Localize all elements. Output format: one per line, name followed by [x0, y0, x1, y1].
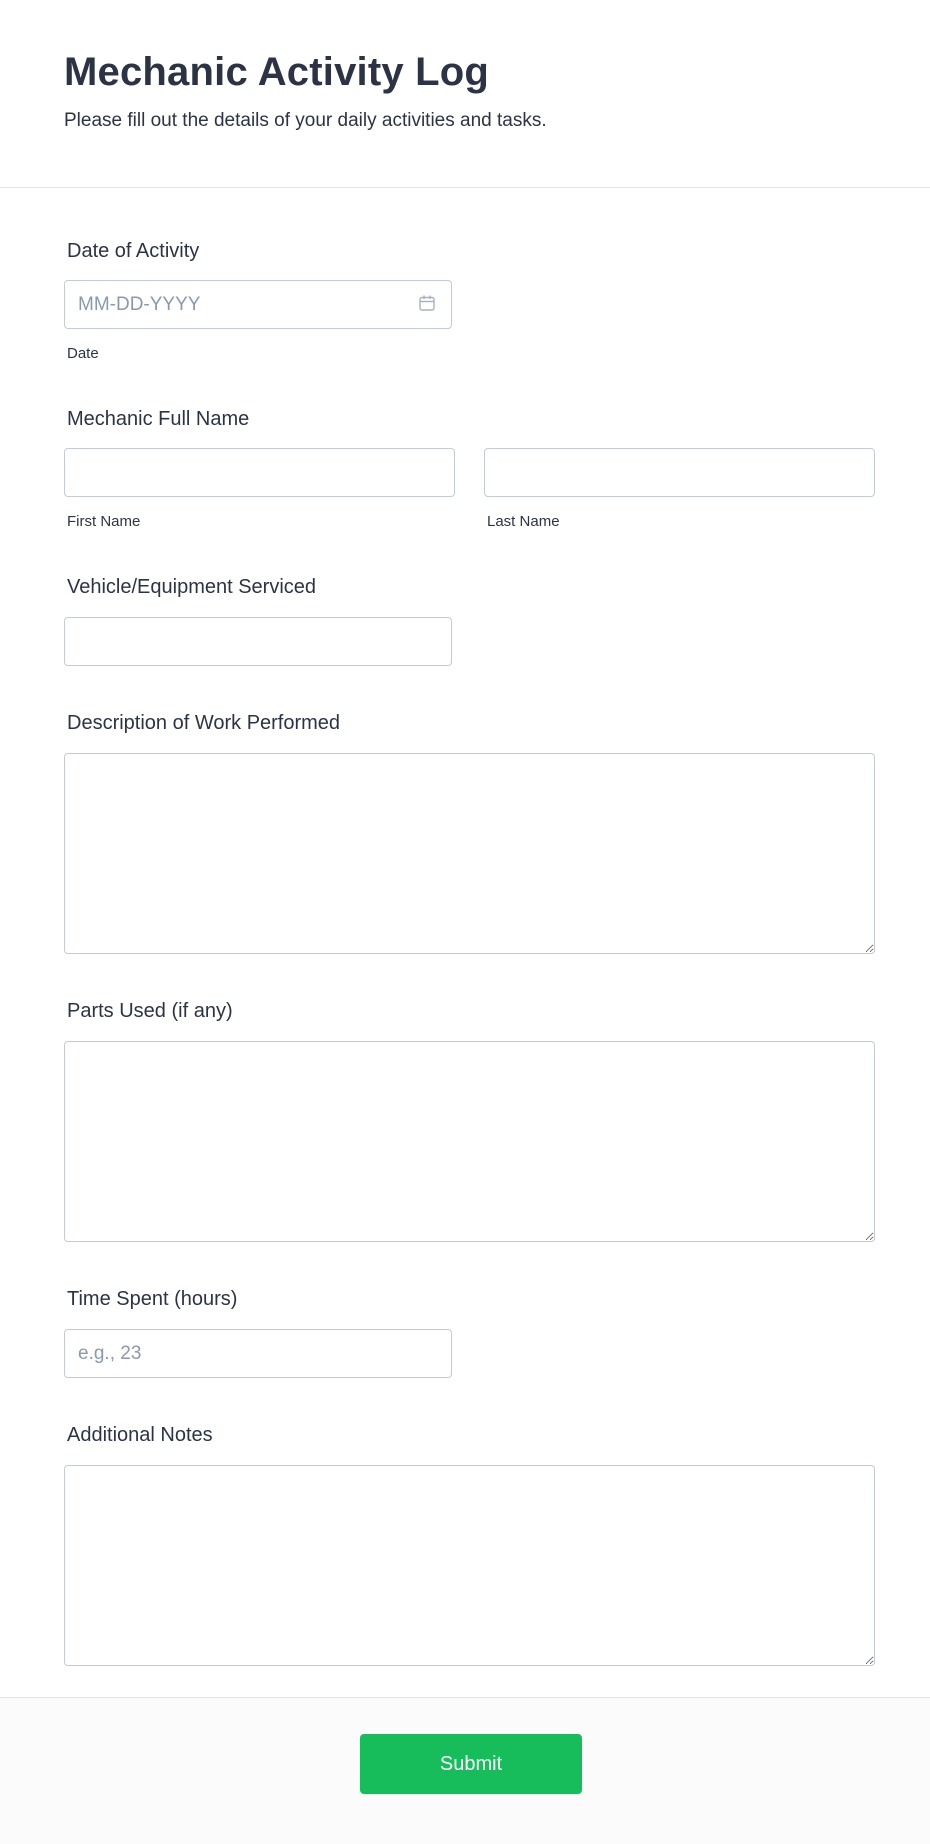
description-textarea[interactable]: [64, 753, 875, 954]
first-name-input[interactable]: [64, 448, 455, 497]
parts-textarea[interactable]: [64, 1041, 875, 1242]
description-label: Description of Work Performed: [67, 712, 341, 734]
date-sublabel: Date: [67, 345, 99, 362]
calendar-icon[interactable]: [418, 294, 436, 312]
vehicle-label: Vehicle/Equipment Serviced: [67, 576, 317, 598]
form-title: Mechanic Activity Log: [64, 50, 490, 94]
submit-button[interactable]: Submit: [360, 1734, 582, 1794]
name-label: Mechanic Full Name: [67, 408, 250, 430]
last-name-sublabel: Last Name: [487, 513, 560, 530]
notes-textarea[interactable]: [64, 1465, 875, 1666]
date-label: Date of Activity: [67, 240, 200, 262]
time-label: Time Spent (hours): [67, 1288, 238, 1310]
form-subtitle: Please fill out the details of your daily activities and tasks.: [64, 110, 547, 131]
notes-label: Additional Notes: [67, 1424, 213, 1446]
first-name-sublabel: First Name: [67, 513, 141, 530]
form-header: [0, 0, 930, 188]
vehicle-input[interactable]: [64, 617, 452, 666]
time-input[interactable]: [64, 1329, 452, 1378]
date-input[interactable]: [64, 280, 452, 329]
parts-label: Parts Used (if any): [67, 1000, 233, 1022]
last-name-input[interactable]: [484, 448, 875, 497]
